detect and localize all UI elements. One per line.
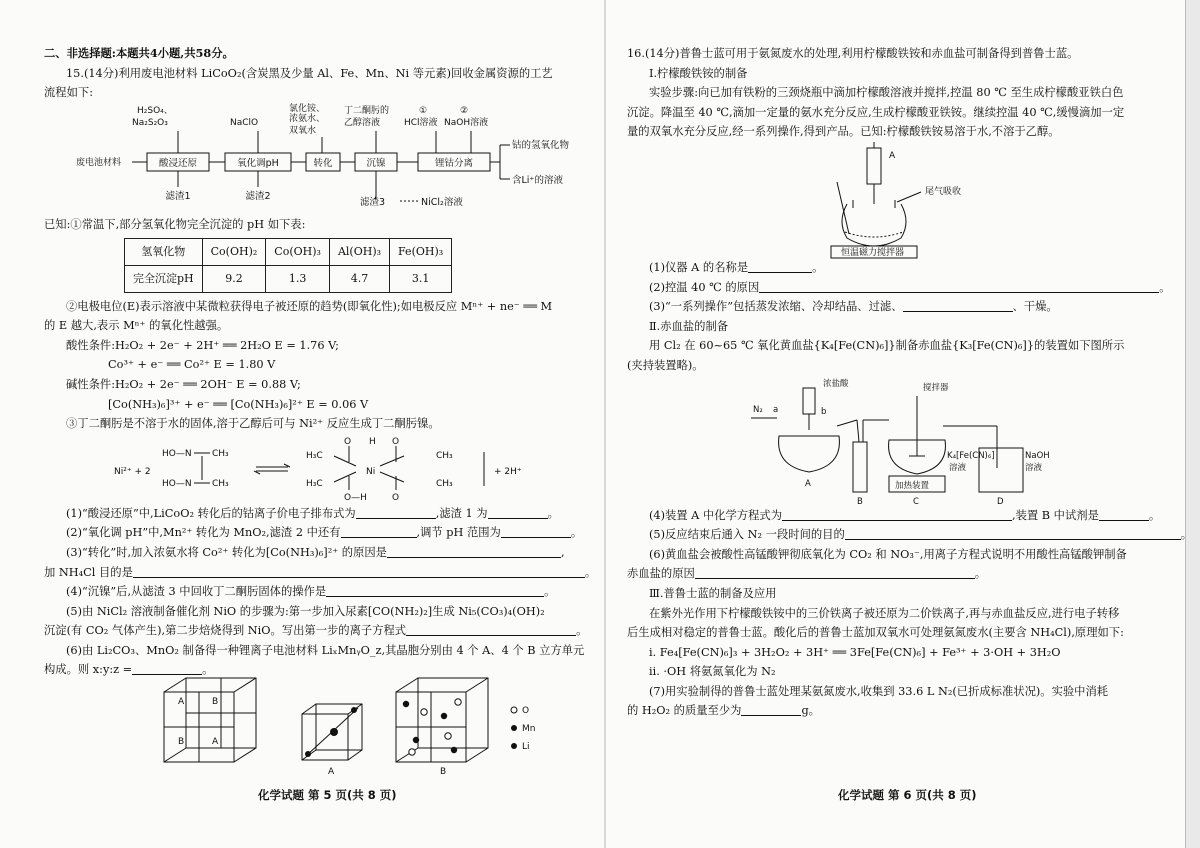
reagent-3b: 浓氨水、 <box>289 113 326 124</box>
output-li-solution: 含Li⁺的溶液 <box>512 174 563 186</box>
q15-part-5: (5)由 NiCl₂ 溶液制备催化剂 NiO 的步骤为:第一步加入尿素[CO(NH₂)₂]生成 Ni₅(CO₃)₄(OH)₂ <box>66 604 545 618</box>
table-header: 氢氧化物 <box>125 239 203 266</box>
valve-a: a <box>773 404 779 415</box>
reagent-6-num: ② <box>460 105 469 116</box>
methyl-right-bottom: CH₃ <box>436 478 453 489</box>
table-cell: 4.7 <box>329 265 389 292</box>
label-c: C <box>913 496 919 507</box>
table-header: Co(OH)₃ <box>266 239 330 266</box>
para-1: 实验步骤:向已加有铁粉的三颈烧瓶中滴加柠檬酸溶液并搅拌,控温 80 ℃ 至生成柠檬酸亚铁白色 <box>649 86 1124 100</box>
cell-label-b: B <box>212 697 219 708</box>
cell-label-a: A <box>212 737 219 748</box>
para-1b: 沉淀。降温至 40 ℃,滴加一定量的氨水充分反应,生成柠檬酸亚铁铵。继续控温 40 ℃,缓慢滴加一定 <box>627 105 1125 119</box>
hydrogen-top: H <box>369 436 376 447</box>
q15-part-2: (2)“氧化调 pH”中,Mn²⁺ 转化为 MnO₂,滤渣 2 中还有 ,调节 pH 范围为 。 <box>66 526 583 540</box>
crystal-cell-figures <box>44 674 600 778</box>
residue-1: 滤渣1 <box>165 190 191 202</box>
q15-part-6: (6)由 Li₂CO₃、MnO₂ 制备得一种锂离子电池材料 LiₓMnᵧO_z,其晶胞分别由 4 个 A、4 个 B 立方单元 <box>66 643 585 657</box>
answer-blank[interactable] <box>341 525 417 538</box>
q16-part-7b: 的 H₂O₂ 的质量至少为 g。 <box>627 704 820 718</box>
known-1: 已知:①常温下,部分氢氧化物完全沉淀的 pH 如下表: <box>44 217 306 231</box>
methyl-top: CH₃ <box>212 448 229 459</box>
reagent-6: NaOH溶液 <box>444 117 489 128</box>
para-2: 用 Cl₂ 在 60~65 ℃ 氧化黄血盐{K₄[Fe(CN)₆]}制备赤血盐{K₃[Fe(CN)₆]}的装置如下图所示 <box>649 339 1125 353</box>
q15-intro: 15.(14分)利用废电池材料 LiCoO₂(含炭黑及少量 Al、Fe、Mn、Ni 等元素)回收金属资源的工艺 <box>66 66 553 80</box>
apparatus-figure-2 <box>627 376 1185 506</box>
acid-condition-2: Co³⁺ + e⁻ ══ Co²⁺ E = 1.80 V <box>108 358 276 372</box>
n2-label: N₂ <box>753 404 763 415</box>
table-header: Co(OH)₂ <box>202 239 266 266</box>
label-d: D <box>997 496 1004 507</box>
q16-part-4: (4)装置 A 中化学方程式为 ,装置 B 中试剂是 。 <box>649 508 1161 522</box>
residue-2: 滤渣2 <box>245 190 271 202</box>
reagent-3c: 双氧水 <box>289 125 317 136</box>
reagent-4b: 乙醇溶液 <box>344 117 381 128</box>
known-3: ③丁二酮肟是不溶于水的固体,溶于乙醇后可与 Ni²⁺ 反应生成丁二酮肟镍。 <box>66 417 440 431</box>
label-b: B <box>857 496 863 507</box>
table-header: Al(OH)₃ <box>329 239 389 266</box>
q16-part-5: (5)反应结束后通入 N₂ 一段时间的目的 。 <box>649 528 1193 542</box>
step-acid-leach: 酸浸还原 <box>158 157 198 169</box>
reagent-4a: 丁二酮肟的 <box>344 105 390 116</box>
base-condition-1: 碱性条件:H₂O₂ + 2e⁻ ══ 2OH⁻ E = 0.88 V; <box>66 377 301 391</box>
right-page-edge <box>1185 0 1200 848</box>
known-2b: 的 E 越大,表示 Mⁿ⁺ 的氧化性越强。 <box>44 319 229 333</box>
q16-part-6: (6)黄血盐会被酸性高锰酸钾彻底氧化为 CO₂ 和 NO₃⁻,用离子方程式说明不用酸性高锰酸钾制备 <box>649 547 1127 561</box>
section-2-heading: Ⅱ.赤血盐的制备 <box>649 319 729 333</box>
para-1c: 量的双氧水充分反应,经一系列操作,得到产品。已知:柠檬酸铁铵易溶于水,不溶于乙醇。 <box>627 125 1060 139</box>
q15-part-5b: 沉淀(有 CO₂ 气体产生),第二步焙烧得到 NiO。写出第一步的离子方程式 。 <box>44 624 588 638</box>
table-cell: 3.1 <box>390 265 452 292</box>
stirrer-label-2: 搅拌器 <box>923 382 949 393</box>
table-cell: 9.2 <box>202 265 266 292</box>
answer-blank[interactable] <box>903 299 1013 312</box>
page-footer-left: 化学试题 第 5 页(共 8 页) <box>258 788 397 802</box>
answer-blank[interactable] <box>741 703 801 716</box>
methyl-bottom: CH₃ <box>212 478 229 489</box>
table-cell: 1.3 <box>266 265 330 292</box>
reagent-2: NaClO <box>230 117 259 128</box>
table-cell: 完全沉淀pH <box>125 265 203 292</box>
caption-a: A <box>328 767 335 778</box>
section-3-heading: Ⅲ.普鲁士蓝的制备及应用 <box>649 586 777 600</box>
legend-oxygen: O <box>522 706 530 717</box>
reaction-2: ⅱ. ·OH 将氨氮氧化为 N₂ <box>649 665 776 679</box>
answer-blank[interactable] <box>695 566 975 579</box>
q16-part-3: (3)“一系列操作”包括蒸发浓缩、冷却结晶、过滤、 、干燥。 <box>649 300 1058 314</box>
h3c-bottom: H₃C <box>306 478 323 489</box>
page-footer-right: 化学试题 第 6 页(共 8 页) <box>838 788 977 802</box>
answer-blank[interactable] <box>759 280 1159 293</box>
oxygen-top: O <box>344 436 352 447</box>
q15-part-6b: 构成。则 x:y:z = 。 <box>44 663 214 677</box>
label-a: A <box>805 478 811 489</box>
table-row <box>125 265 452 292</box>
answer-blank[interactable] <box>133 565 585 578</box>
h3c-top: H₃C <box>306 450 323 461</box>
q16-part-1: (1)仪器 A 的名称是 。 <box>649 260 824 274</box>
section-1-heading: Ⅰ.柠檬酸铁铵的制备 <box>649 66 748 80</box>
reaction-1: ⅰ. Fe₄[Fe(CN)₆]₃ + 3H₂O₂ + 3H⁺ ══ 3Fe[Fe(CN)₆] + Fe³⁺ + 3·OH + 3H₂O <box>649 645 1061 659</box>
heater-label: 加热装置 <box>895 480 930 491</box>
answer-blank[interactable] <box>356 506 436 519</box>
oxygen-top-right: O <box>392 436 400 447</box>
nicl2-solution: NiCl₂溶液 <box>421 196 463 208</box>
reagent-3a: 氯化铵、 <box>289 103 326 114</box>
q16-part-7: (7)用实验制得的普鲁士蓝处理某氨氮废水,收集到 33.6 L N₂(已折成标准状况)。实验中消耗 <box>649 684 1109 698</box>
residue-3: 滤渣3 <box>360 196 386 208</box>
q15-part-3: (3)“转化”时,加入浓氨水将 Co²⁺ 转化为[Co(NH₃)₆]²⁺ 的原因是 , <box>66 545 565 559</box>
oxygen-bottom-right: O <box>392 492 400 503</box>
legend-lithium: Li <box>522 742 530 753</box>
table-header-row <box>125 239 452 266</box>
nickel-center: Ni <box>366 466 376 477</box>
answer-blank[interactable] <box>387 545 561 558</box>
q15-intro-2: 流程如下: <box>44 86 93 100</box>
step-li-co-separate: 锂钴分离 <box>434 157 474 169</box>
caption-b: B <box>440 767 447 778</box>
left-page <box>44 44 600 778</box>
naoh-label: NaOH <box>1025 450 1050 461</box>
answer-blank[interactable] <box>845 527 1181 540</box>
start-material: 废电池材料 <box>76 157 122 168</box>
q15-part-4: (4)“沉镍”后,从滤渣 3 中回收丁二酮肟固体的操作是 。 <box>66 585 556 599</box>
answer-blank[interactable] <box>501 525 571 538</box>
known-2: ②电极电位(E)表示溶液中某微粒获得电子被还原的趋势(即氧化性);如电极反应 Mⁿ⁺ + ne⁻ ══ M <box>66 299 553 313</box>
process-flowchart <box>44 103 600 215</box>
para-3: 在紫外光作用下柠檬酸铁铵中的三价铁离子被还原为二价铁离子,再与赤血盐反应,进行电子转移 <box>649 606 1120 620</box>
acid-condition-1: 酸性条件:H₂O₂ + 2e⁻ + 2H⁺ ══ 2H₂O E = 1.76 V; <box>66 338 339 352</box>
naoh-solution: 溶液 <box>1025 462 1043 473</box>
answer-blank[interactable] <box>326 584 544 597</box>
nickel-dimethylglyoxime-equation <box>44 434 600 504</box>
answer-blank[interactable] <box>1099 508 1149 521</box>
apparatus-figure-1 <box>627 142 1185 258</box>
label-a: A <box>889 150 896 161</box>
k4-solution: 溶液 <box>949 462 967 473</box>
reagent-1: H₂SO₄、 <box>137 105 173 116</box>
step-nickel-precip: 沉镍 <box>366 157 386 169</box>
hon-bottom: HO—N <box>162 478 192 489</box>
para-3b: 后生成相对稳定的普鲁士蓝。酸化后的普鲁士蓝加双氧水可处理氨氮废水(主要含 NH₄Cl),原理如下: <box>627 626 1124 640</box>
output-co-hydroxide: 钴的氢氧化物 <box>512 139 570 151</box>
stirrer-label: 恒温磁力搅拌器 <box>841 247 905 258</box>
hon-top: HO—N <box>162 448 192 459</box>
tail-gas-label: 尾气吸收 <box>925 186 962 197</box>
step-convert: 转化 <box>313 157 333 169</box>
answer-blank[interactable] <box>406 623 576 636</box>
reagent-1b: Na₂S₂O₃ <box>132 117 168 128</box>
q16-part-2: (2)控温 40 ℃ 的原因 。 <box>649 280 1171 294</box>
cell-label-b: B <box>178 737 185 748</box>
plus-2h: + 2H⁺ <box>494 466 522 477</box>
valve-b: b <box>821 406 827 417</box>
q15-part-1: (1)“酸浸还原”中,LiCoO₂ 转化后的钴离子价电子排布式为 ,滤渣 1 为 。 <box>66 506 559 520</box>
methyl-right-top: CH₃ <box>436 450 453 461</box>
oh-bottom: O—H <box>344 492 367 503</box>
section-heading: 二、非选择题:本题共4小题,共58分。 <box>44 46 234 60</box>
ph-table <box>124 238 452 292</box>
q15-part-3b: 加 NH₄Cl 目的是 。 <box>44 565 597 579</box>
table-header: Fe(OH)₃ <box>390 239 452 266</box>
answer-blank[interactable] <box>488 506 548 519</box>
legend-manganese: Mn <box>522 724 536 735</box>
reagent-5-num: ① <box>419 105 428 116</box>
k4-label: K₄[Fe(CN)₆] <box>947 450 995 461</box>
right-page <box>627 44 1193 721</box>
reagent-5: HCl溶液 <box>404 117 438 128</box>
conc-hcl-label: 浓盐酸 <box>823 378 849 389</box>
q16-intro: 16.(14分)普鲁士蓝可用于氨氮废水的处理,利用柠檬酸铁铵和赤血盐可制备得到普鲁士蓝。 <box>627 47 1079 60</box>
answer-blank[interactable] <box>748 260 812 273</box>
q16-part-6b: 赤血盐的原因 。 <box>627 567 987 581</box>
ni-ion: Ni²⁺ + 2 <box>114 466 151 477</box>
answer-blank[interactable] <box>132 662 202 675</box>
step-oxidize-ph: 氧化调pH <box>237 157 279 169</box>
cell-label-a: A <box>178 697 185 708</box>
para-2b: (夹持装置略)。 <box>627 358 704 372</box>
page-fold-divider <box>604 0 606 848</box>
answer-blank[interactable] <box>782 508 1012 521</box>
base-condition-2: [Co(NH₃)₆]³⁺ + e⁻ ══ [Co(NH₃)₆]²⁺ E = 0.06 V <box>108 397 369 411</box>
